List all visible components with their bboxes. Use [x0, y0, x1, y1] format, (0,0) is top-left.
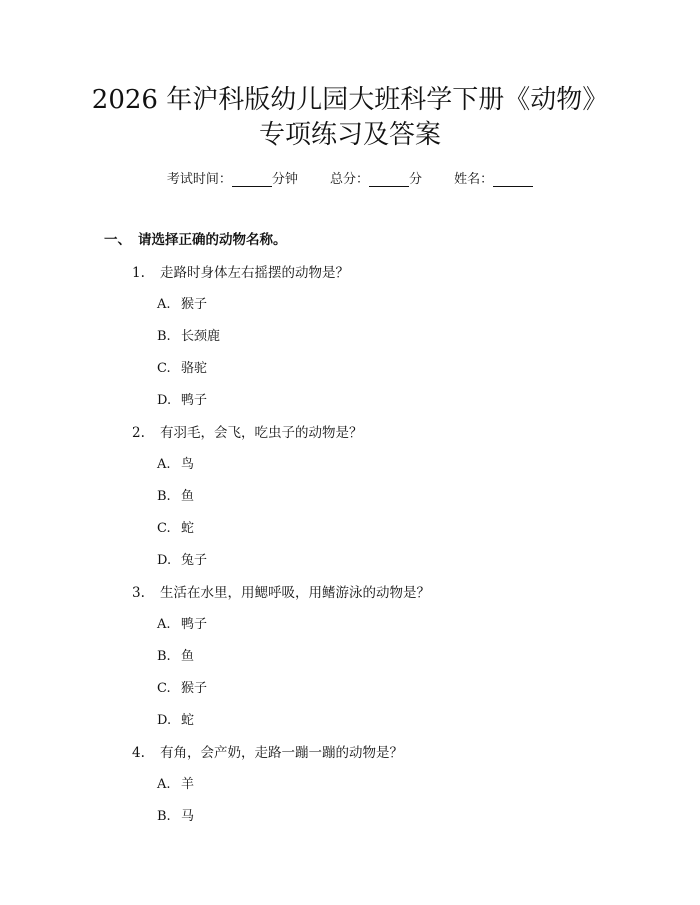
option-1c — [157, 357, 207, 376]
option-letter: D. — [157, 713, 172, 728]
section-heading — [104, 228, 287, 248]
option-letter: C. — [157, 681, 171, 696]
option-text: 鸟 — [181, 457, 195, 472]
option-text: 猴子 — [181, 297, 208, 312]
question-number: 1. — [132, 265, 145, 281]
option-letter: B. — [157, 809, 171, 824]
option-letter: D. — [157, 553, 172, 568]
page-title-line1: 2026 年沪科版幼儿园大班科学下册《动物》 — [91, 85, 609, 115]
option-3b — [157, 645, 194, 664]
option-letter: B. — [157, 329, 171, 344]
option-letter: B. — [157, 489, 171, 504]
option-letter: C. — [157, 521, 171, 536]
question-4 — [132, 741, 403, 761]
option-text: 马 — [181, 809, 195, 824]
exam-time-blank — [232, 172, 272, 187]
question-text: 走路时身体左右摇摆的动物是？ — [160, 265, 349, 281]
option-text: 骆驼 — [181, 361, 208, 376]
exam-time-unit: 分钟 — [271, 172, 298, 187]
option-letter: A. — [157, 617, 171, 632]
total-score-label: 总分： — [329, 172, 369, 187]
option-3d — [157, 709, 194, 728]
question-text: 有羽毛，会飞，吃虫子的动物是？ — [160, 425, 363, 441]
total-score-blank — [369, 172, 409, 187]
option-text: 兔子 — [181, 553, 208, 568]
option-4b — [157, 805, 194, 824]
option-text: 羊 — [181, 777, 195, 792]
option-3c — [157, 677, 207, 696]
option-1a — [157, 293, 207, 312]
option-2b — [157, 485, 194, 504]
question-number: 2. — [132, 425, 145, 441]
option-letter: D. — [157, 393, 172, 408]
question-2 — [132, 421, 363, 441]
exam-time — [167, 168, 298, 187]
option-letter: C. — [157, 361, 171, 376]
question-1 — [132, 261, 349, 281]
total-score — [330, 168, 422, 187]
student-name — [454, 168, 533, 187]
question-text: 有角，会产奶，走路一蹦一蹦的动物是？ — [160, 745, 403, 761]
option-1b — [157, 325, 220, 344]
option-letter: B. — [157, 649, 171, 664]
section-number: 一、 — [104, 232, 131, 248]
option-text: 蛇 — [181, 713, 195, 728]
section-title: 请选择正确的动物名称。 — [138, 232, 287, 248]
option-text: 猴子 — [181, 681, 208, 696]
student-name-blank — [493, 172, 533, 187]
option-text: 长颈鹿 — [181, 329, 221, 344]
exam-meta — [0, 168, 700, 187]
exam-time-label: 考试时间： — [166, 172, 232, 187]
option-text: 鸭子 — [181, 617, 208, 632]
question-number: 3. — [132, 585, 145, 601]
page-title-line2: 专项练习及答案 — [258, 120, 441, 150]
option-letter: A. — [157, 297, 171, 312]
option-2d — [157, 549, 207, 568]
question-number: 4. — [132, 745, 145, 761]
option-letter: A. — [157, 777, 171, 792]
option-text: 鱼 — [181, 649, 195, 664]
option-3a — [157, 613, 207, 632]
question-3 — [132, 581, 430, 601]
option-letter: A. — [157, 457, 171, 472]
total-score-unit: 分 — [409, 172, 423, 187]
student-name-label: 姓名： — [454, 172, 494, 187]
option-2a — [157, 453, 194, 472]
option-1d — [157, 389, 207, 408]
option-text: 鱼 — [181, 489, 195, 504]
option-2c — [157, 517, 194, 536]
option-text: 蛇 — [181, 521, 195, 536]
option-text: 鸭子 — [181, 393, 208, 408]
option-4a — [157, 773, 194, 792]
question-text: 生活在水里，用鳃呼吸，用鳍游泳的动物是？ — [160, 585, 430, 601]
